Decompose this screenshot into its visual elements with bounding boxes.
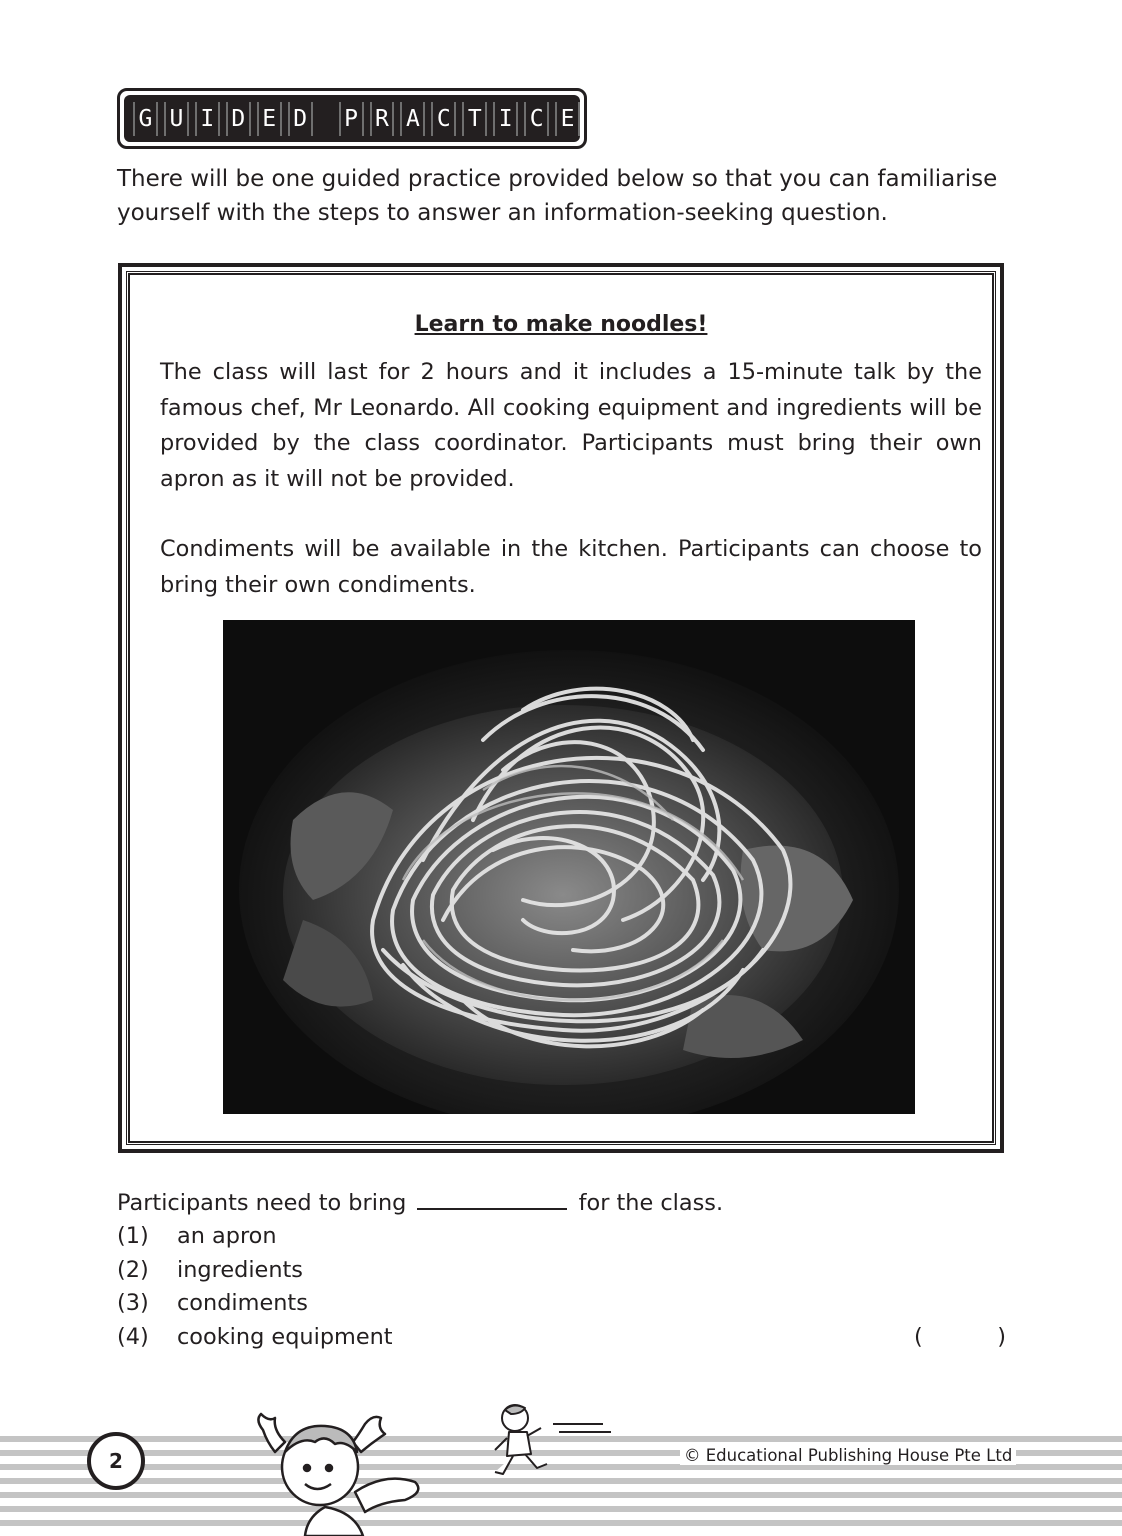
option-number: (1) [117,1223,149,1249]
option-text: ingredients [177,1256,303,1283]
banner-letter: G [133,102,158,136]
guided-practice-banner [117,88,587,149]
option-text: condiments [177,1290,308,1316]
bracket-close: ) [997,1324,1006,1350]
answer-options [117,1220,393,1354]
question-stem [117,1186,723,1220]
banner-space [319,102,333,136]
question-before-blank: Participants need to bring [117,1190,407,1216]
answer-blank[interactable] [417,1186,567,1210]
frame-content [128,273,994,1143]
intro-text: There will be one guided practice provided below so that you can familiarise yourself with the steps to answer an information-seeking question. [117,166,998,226]
passage-frame [118,263,1004,1153]
option-2[interactable] [117,1254,393,1288]
option-number: (4) [117,1323,149,1350]
banner-letter: A [400,102,425,136]
question-after-blank: for the class. [578,1190,724,1216]
banner-letter: R [370,102,395,136]
passage-paragraph-1: The class will last for 2 hours and it includes a 15-minute talk by the famous chef, Mr Leonardo. All cooking equipment and ingredients will be provided by the class coordinator. Participants must bring their own apron as it will not be provided. [160,359,982,492]
banner-letter: E [555,102,580,136]
option-text: cooking equipment [177,1323,393,1350]
passage-paragraph-2: Condiments will be available in the kitchen. Participants can choose to bring their own condiments. [160,536,982,598]
banner-letter: I [195,102,220,136]
banner-letter: T [462,102,487,136]
banner-letter: U [164,102,189,136]
banner-letter: D [288,102,313,136]
banner-letter: E [257,102,282,136]
banner-letter: D [226,102,251,136]
passage-title: Learn to make noodles! [414,312,708,337]
banner-letter: C [524,102,549,136]
banner-letter: P [339,102,364,136]
option-number: (2) [117,1256,149,1283]
jumping-boy-icon [245,1412,435,1536]
page-number: 2 [87,1432,145,1490]
option-text: an apron [177,1223,277,1249]
running-boy-icon [493,1402,613,1484]
answer-bracket[interactable] [914,1321,1006,1355]
option-4[interactable] [117,1321,393,1355]
banner-tiles [124,95,580,142]
banner-letter: C [431,102,456,136]
copyright-notice: © Educational Publishing House Pte Ltd [680,1446,1016,1465]
option-3[interactable] [117,1287,393,1321]
noodle-bowl-photo [223,620,915,1114]
noodle-bowl-illustration [223,620,915,1114]
option-1[interactable] [117,1220,393,1254]
bracket-open: ( [914,1324,923,1350]
banner-letter: I [493,102,518,136]
option-number: (3) [117,1290,149,1316]
